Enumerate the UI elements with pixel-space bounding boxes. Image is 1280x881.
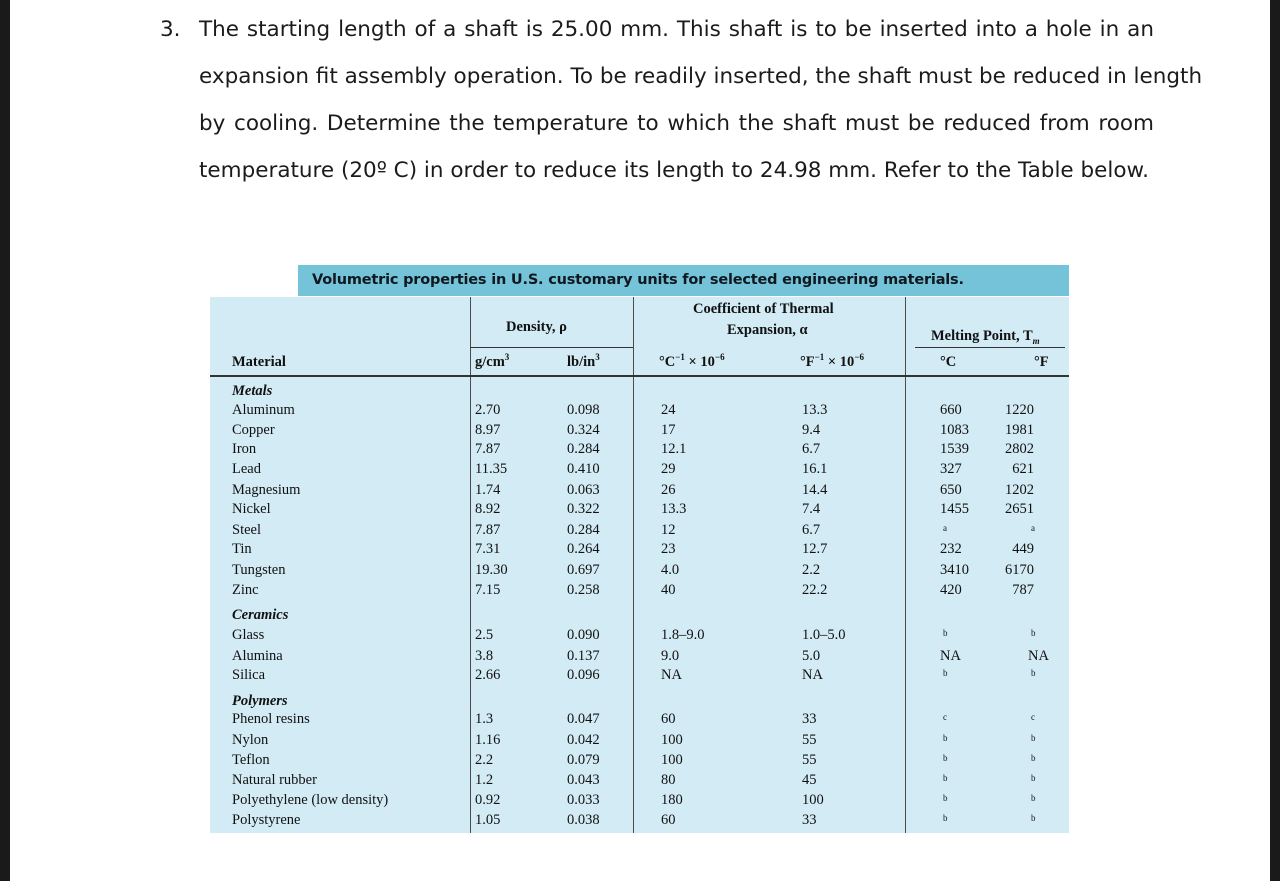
cell-density-gcm: 7.31 — [475, 541, 501, 557]
cell-density-gcm: 19.30 — [475, 562, 508, 578]
melt-f-header: °F — [1034, 354, 1049, 370]
group-label-metals: Metals — [232, 383, 273, 399]
cell-melt-c: 420 — [940, 582, 962, 598]
cell-material: Polystyrene — [232, 812, 301, 828]
cell-cte-f: 13.3 — [802, 402, 828, 418]
cell-density-gcm: 3.8 — [475, 648, 494, 664]
cell-cte-f: 1.0–5.0 — [802, 627, 846, 643]
density-underline — [470, 347, 633, 348]
cell-density-gcm: 7.87 — [475, 441, 501, 457]
cell-density-lbin: 0.284 — [567, 522, 600, 538]
cell-density-lbin: 0.042 — [567, 732, 600, 748]
properties-table — [210, 297, 1069, 833]
problem-number: 3. — [160, 17, 181, 42]
cell-density-gcm: 1.16 — [475, 732, 501, 748]
problem-line-3: by cooling. Determine the temperature to which the shaft must be reduced from room — [199, 111, 1154, 136]
cell-density-lbin: 0.033 — [567, 792, 600, 808]
cell-melt-c: b — [943, 668, 948, 678]
cell-cte-c: 12.1 — [661, 441, 687, 457]
cell-cte-f: 12.7 — [802, 541, 828, 557]
cell-cte-c: 4.0 — [661, 562, 680, 578]
cell-cte-c: 13.3 — [661, 501, 687, 517]
cte-c-header: $^\circ C^{-1} \times 10^{-6}$ — [659, 352, 725, 370]
cell-density-gcm: 8.92 — [475, 501, 501, 517]
cell-density-gcm: 2.70 — [475, 402, 501, 418]
cell-cte-c: 40 — [661, 582, 676, 598]
cell-density-lbin: 0.284 — [567, 441, 600, 457]
cell-density-lbin: 0.410 — [567, 461, 600, 477]
cell-cte-f: 16.1 — [802, 461, 828, 477]
cell-cte-c: 23 — [661, 541, 676, 557]
cell-density-lbin: 0.264 — [567, 541, 600, 557]
column-divider — [633, 297, 634, 833]
cell-cte-c: 26 — [661, 482, 676, 498]
cell-material: Phenol resins — [232, 711, 310, 727]
melting-header: Melting Point, $T_m$ — [931, 328, 1040, 346]
cell-material: Iron — [232, 441, 257, 457]
cell-density-lbin: 0.079 — [567, 752, 600, 768]
cell-density-gcm: 2.2 — [475, 752, 494, 768]
cell-density-gcm: 1.3 — [475, 711, 494, 727]
cell-material: Copper — [232, 422, 275, 438]
cell-cte-c: NA — [661, 667, 682, 683]
cell-cte-c: 24 — [661, 402, 676, 418]
cte-header-line2: Expansion, α — [727, 322, 808, 338]
cell-melt-c: b — [943, 813, 948, 823]
column-divider — [905, 297, 906, 833]
group-label-polymers: Polymers — [232, 693, 288, 709]
cell-melt-f: b — [1031, 793, 1036, 803]
cell-density-gcm: 1.2 — [475, 772, 494, 788]
cell-cte-f: 22.2 — [802, 582, 828, 598]
cell-material: Teflon — [232, 752, 270, 768]
cell-density-gcm: 2.5 — [475, 627, 494, 643]
cte-header: Coefficient of Thermal — [693, 301, 834, 317]
cell-cte-f: 6.7 — [802, 522, 821, 538]
cell-melt-f: 2651 — [1005, 501, 1034, 517]
cell-melt-c: 327 — [940, 461, 962, 477]
cell-melt-c: 1455 — [940, 501, 969, 517]
cell-melt-f: b — [1031, 733, 1036, 743]
cell-material: Zinc — [232, 582, 259, 598]
melt-c-header: °C — [940, 354, 957, 370]
cell-density-gcm: 8.97 — [475, 422, 501, 438]
cell-melt-c: 1539 — [940, 441, 969, 457]
material-header: Material — [232, 354, 286, 370]
cell-melt-c: b — [943, 793, 948, 803]
cell-melt-c: b — [943, 733, 948, 743]
cell-cte-c: 80 — [661, 772, 676, 788]
cell-cte-c: 1.8–9.0 — [661, 627, 705, 643]
cell-density-gcm: 7.87 — [475, 522, 501, 538]
cell-cte-c: 29 — [661, 461, 676, 477]
melting-underline — [915, 347, 1065, 348]
problem-line-1: The starting length of a shaft is 25.00 mm. This shaft is to be inserted into a hole in an — [199, 17, 1154, 42]
cell-cte-f: 9.4 — [802, 422, 821, 438]
cell-melt-f: b — [1031, 813, 1036, 823]
cell-cte-f: 100 — [802, 792, 824, 808]
cell-melt-c: NA — [940, 648, 961, 664]
cell-density-gcm: 2.66 — [475, 667, 501, 683]
cell-cte-c: 12 — [661, 522, 676, 538]
cell-melt-c: b — [943, 753, 948, 763]
group-label-ceramics: Ceramics — [232, 607, 289, 623]
cell-material: Tungsten — [232, 562, 286, 578]
right-dark-border — [1270, 0, 1280, 881]
cell-melt-f: 1220 — [1005, 402, 1034, 418]
cell-material: Natural rubber — [232, 772, 317, 788]
cell-cte-f: 55 — [802, 752, 817, 768]
cell-density-lbin: 0.137 — [567, 648, 600, 664]
header-rule — [210, 375, 1069, 377]
cell-melt-f: NA — [1028, 648, 1049, 664]
cell-density-lbin: 0.258 — [567, 582, 600, 598]
cell-density-gcm: 1.74 — [475, 482, 501, 498]
cell-cte-f: 6.7 — [802, 441, 821, 457]
cell-melt-c: a — [943, 523, 947, 533]
cell-melt-f: 449 — [1012, 541, 1034, 557]
cell-cte-c: 180 — [661, 792, 683, 808]
cell-cte-f: 33 — [802, 812, 817, 828]
cell-density-lbin: 0.090 — [567, 627, 600, 643]
problem-line-4: temperature (20º C) in order to reduce its length to 24.98 mm. Refer to the Table below. — [199, 158, 1149, 183]
cell-cte-c: 60 — [661, 711, 676, 727]
cell-melt-f: c — [1031, 712, 1035, 722]
cell-melt-f: 6170 — [1005, 562, 1034, 578]
cell-density-lbin: 0.322 — [567, 501, 600, 517]
cell-melt-c: 232 — [940, 541, 962, 557]
cell-melt-f: a — [1031, 523, 1035, 533]
cell-melt-f: b — [1031, 773, 1036, 783]
cell-cte-f: 2.2 — [802, 562, 821, 578]
cell-density-gcm: 11.35 — [475, 461, 508, 477]
cell-melt-f: 787 — [1012, 582, 1034, 598]
cell-melt-c: 650 — [940, 482, 962, 498]
cell-cte-c: 100 — [661, 732, 683, 748]
density-header: Density, ρ — [506, 319, 567, 335]
density-lbin-header: $lb/in^3$ — [567, 352, 600, 370]
cell-density-gcm: 0.92 — [475, 792, 501, 808]
cell-melt-c: 660 — [940, 402, 962, 418]
column-divider — [470, 297, 471, 833]
cell-material: Silica — [232, 667, 266, 683]
cell-density-lbin: 0.096 — [567, 667, 600, 683]
cell-cte-f: 45 — [802, 772, 817, 788]
cell-melt-c: b — [943, 628, 948, 638]
cell-material: Tin — [232, 541, 252, 557]
cell-material: Nickel — [232, 501, 271, 517]
cell-melt-c: b — [943, 773, 948, 783]
cell-cte-c: 17 — [661, 422, 676, 438]
cell-density-lbin: 0.047 — [567, 711, 600, 727]
left-dark-border — [0, 0, 10, 881]
cell-material: Aluminum — [232, 402, 295, 418]
cell-density-lbin: 0.063 — [567, 482, 600, 498]
cell-cte-f: 7.4 — [802, 501, 821, 517]
cell-material: Polyethylene (low density) — [232, 792, 389, 808]
density-gcm-header: $g/cm^3$ — [475, 352, 510, 370]
cell-cte-c: 100 — [661, 752, 683, 768]
cell-cte-c: 9.0 — [661, 648, 680, 664]
cell-melt-f: 621 — [1012, 461, 1034, 477]
cell-material: Alumina — [232, 648, 283, 664]
cell-material: Magnesium — [232, 482, 301, 498]
cell-density-lbin: 0.098 — [567, 402, 600, 418]
cell-melt-f: b — [1031, 628, 1036, 638]
cell-cte-f: 55 — [802, 732, 817, 748]
problem-line-2: expansion fit assembly operation. To be readily inserted, the shaft must be reduced in length — [199, 64, 1203, 89]
cell-melt-c: 3410 — [940, 562, 969, 578]
cell-melt-f: 1202 — [1005, 482, 1034, 498]
cell-melt-f: 2802 — [1005, 441, 1034, 457]
cell-cte-c: 60 — [661, 812, 676, 828]
cell-cte-f: 33 — [802, 711, 817, 727]
cell-cte-f: 5.0 — [802, 648, 821, 664]
cell-cte-f: NA — [802, 667, 823, 683]
cell-melt-f: b — [1031, 753, 1036, 763]
cell-material: Glass — [232, 627, 265, 643]
cell-density-gcm: 7.15 — [475, 582, 501, 598]
table-title: Volumetric properties in U.S. customary units for selected engineering materials. — [298, 265, 1069, 296]
cell-density-lbin: 0.697 — [567, 562, 600, 578]
cte-f-header: $^\circ F^{-1} \times 10^{-6}$ — [800, 352, 864, 370]
cell-material: Steel — [232, 522, 261, 538]
cell-density-lbin: 0.038 — [567, 812, 600, 828]
cell-melt-f: b — [1031, 668, 1036, 678]
cell-material: Nylon — [232, 732, 269, 748]
cell-melt-c: 1083 — [940, 422, 969, 438]
cell-density-lbin: 0.324 — [567, 422, 600, 438]
cell-cte-f: 14.4 — [802, 482, 828, 498]
cell-density-lbin: 0.043 — [567, 772, 600, 788]
cell-density-gcm: 1.05 — [475, 812, 501, 828]
cell-melt-f: 1981 — [1005, 422, 1034, 438]
cell-material: Lead — [232, 461, 261, 477]
cell-melt-c: c — [943, 712, 947, 722]
